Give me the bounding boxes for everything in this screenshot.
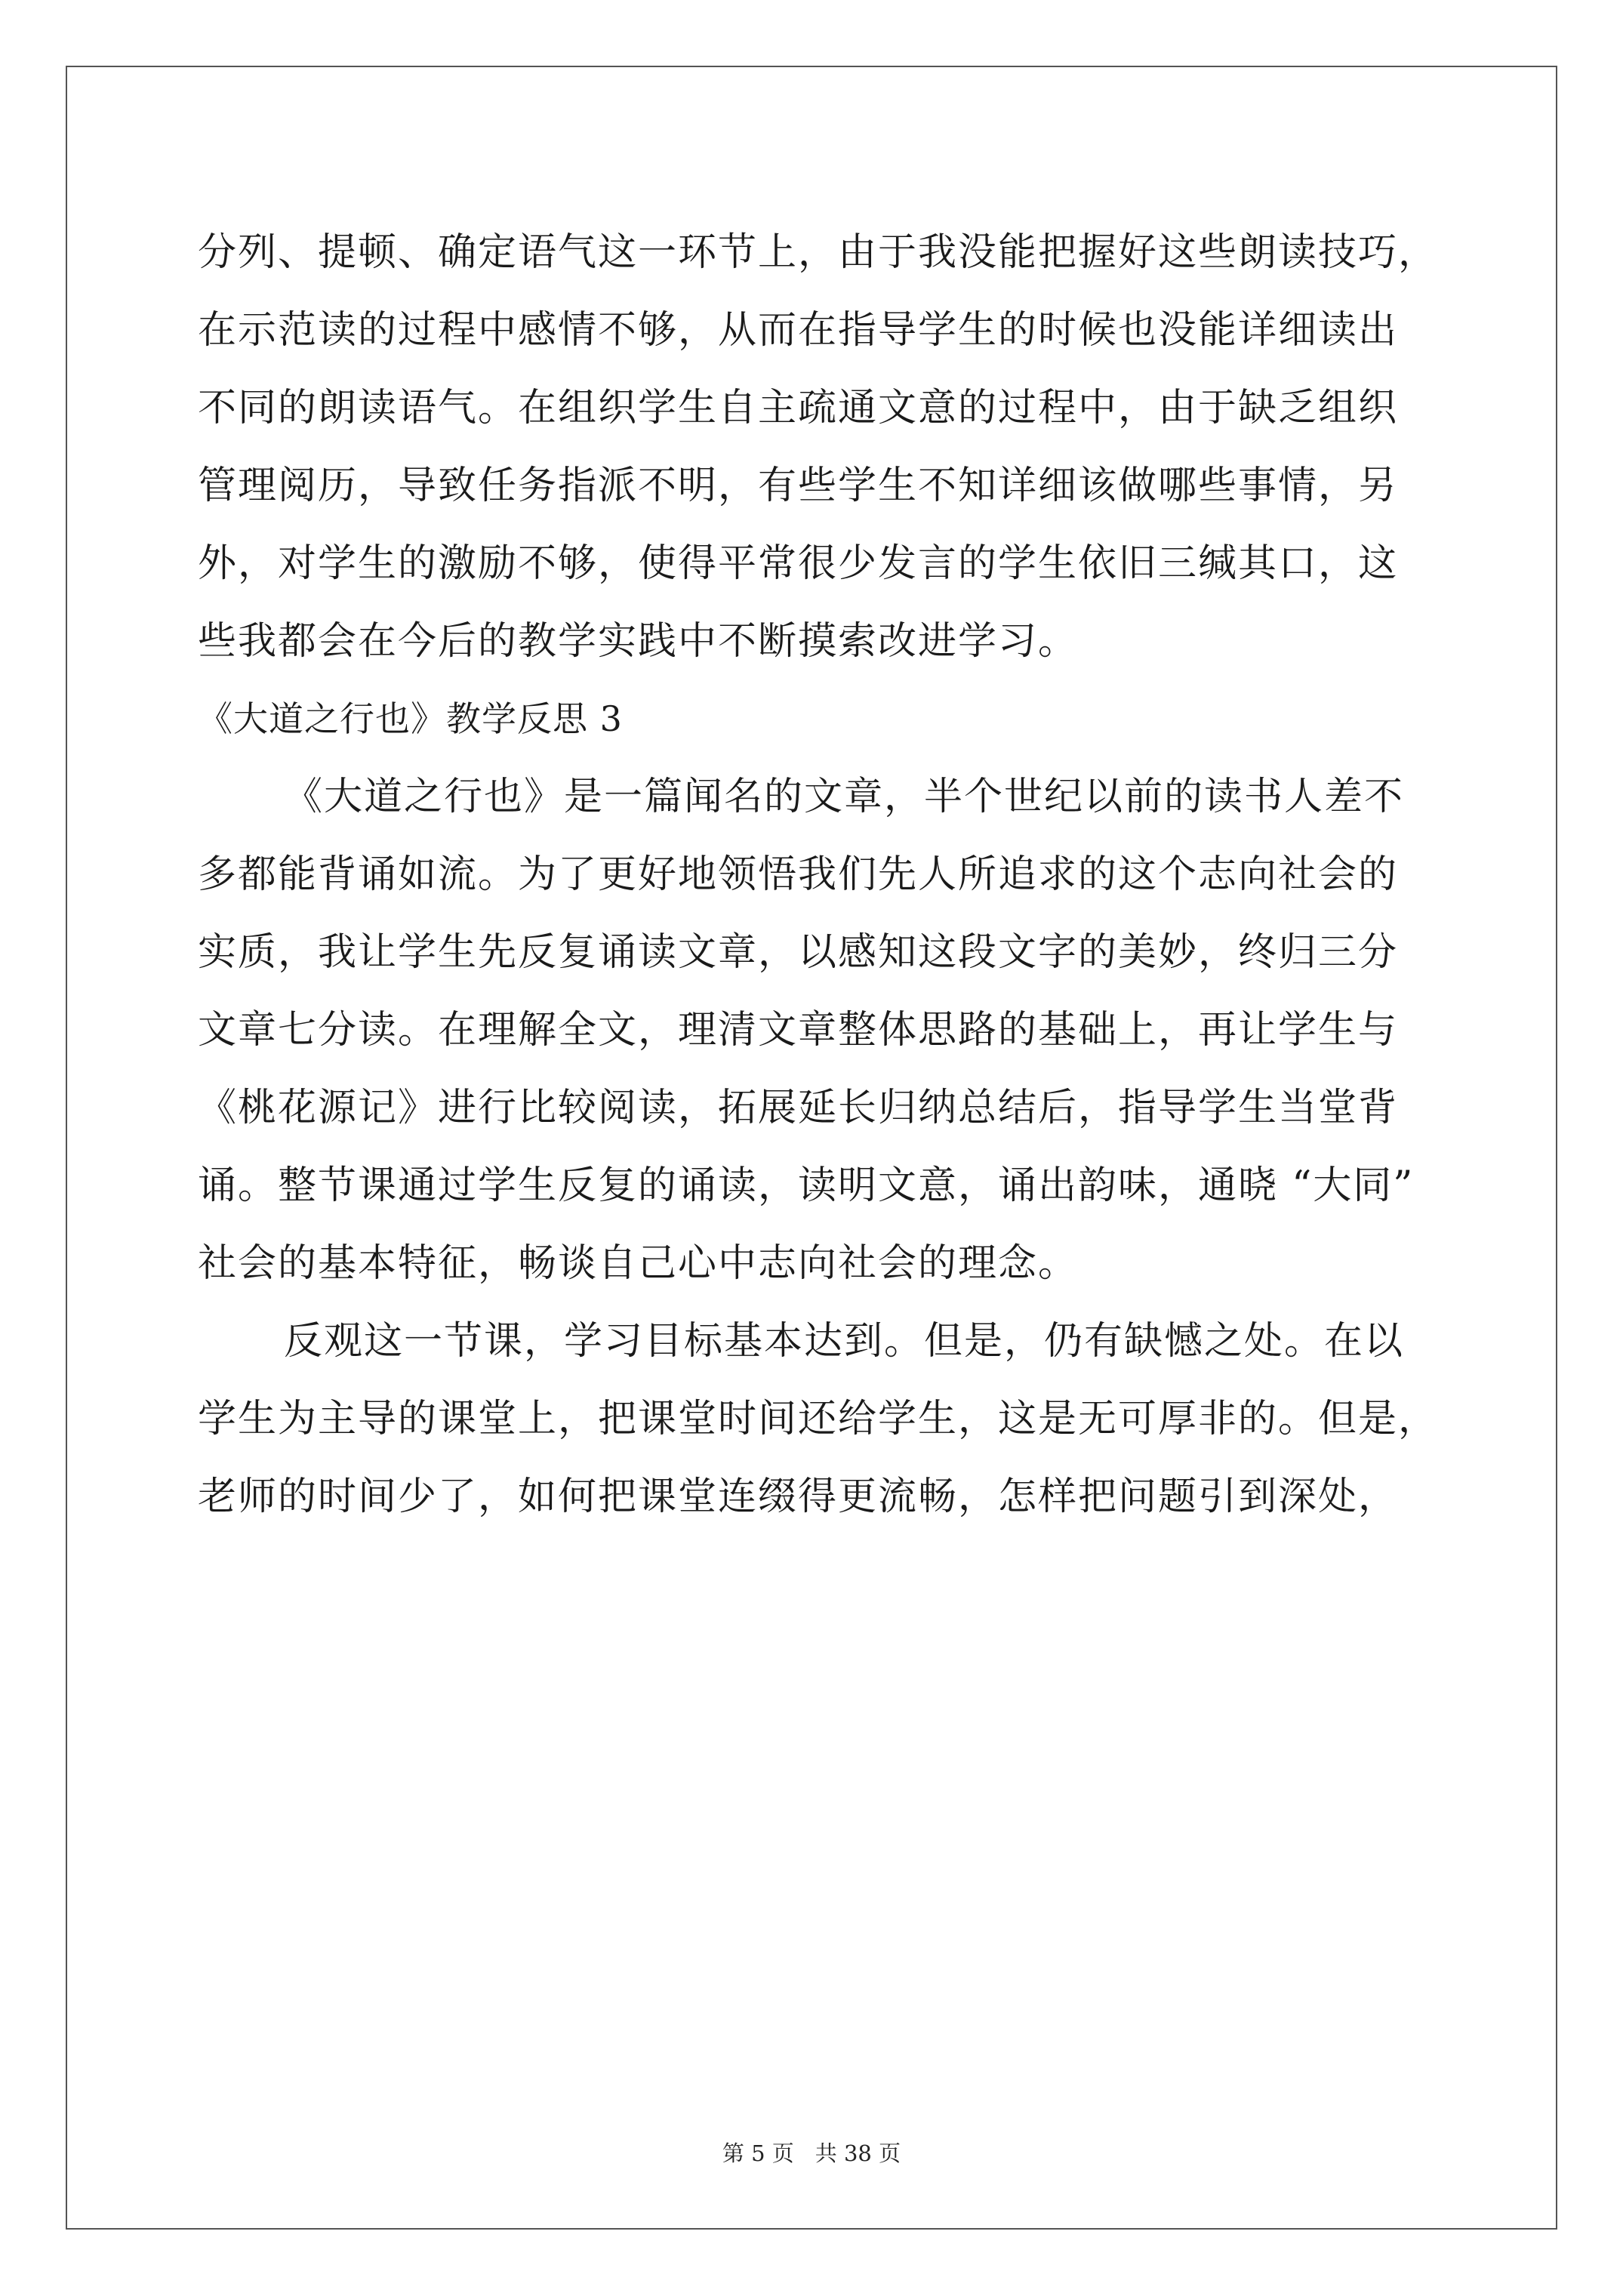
paragraph-line: 分列、提顿、确定语气这一环节上，由于我没能把握好这些朗读技巧， bbox=[198, 230, 1439, 275]
page-footer bbox=[0, 2137, 1623, 2168]
paragraph-line: 学生为主导的课堂上，把课堂时间还给学生，这是无可厚非的。但是， bbox=[198, 1397, 1439, 1441]
paragraph-line: 多都能背诵如流。为了更好地领悟我们先人所追求的这个志向社会的 bbox=[198, 852, 1399, 897]
paragraph-line: 不同的朗读语气。在组织学生自主疏通文意的过程中，由于缺乏组织 bbox=[198, 386, 1399, 430]
paragraph-line: 《桃花源记》进行比较阅读，拓展延长归纳总结后，指导学生当堂背 bbox=[198, 1086, 1399, 1130]
page-number: 第 5 页 bbox=[722, 2140, 794, 2166]
paragraph-line: 文章七分读。在理解全文，理清文章整体思路的基础上，再让学生与 bbox=[198, 1008, 1399, 1052]
paragraph-line: 诵。整节课通过学生反复的诵读，读明文意，诵出韵味，通晓 “大同” bbox=[198, 1163, 1415, 1208]
paragraph-line: 《大道之行也》是一篇闻名的文章，半个世纪以前的读书人差不 bbox=[284, 775, 1405, 819]
paragraph-line: 外，对学生的激励不够，使得平常很少发言的学生依旧三缄其口，这 bbox=[198, 541, 1399, 586]
paragraph-line: 管理阅历，导致任务指派不明，有些学生不知详细该做哪些事情，另 bbox=[198, 464, 1399, 508]
paragraph-line: 反观这一节课，学习目标基本达到。但是，仍有缺憾之处。在以 bbox=[284, 1319, 1405, 1364]
paragraph-line: 社会的基本特征，畅谈自己心中志向社会的理念。 bbox=[198, 1241, 1079, 1286]
section-heading: 《大道之行也》教学反思 3 bbox=[198, 698, 623, 739]
paragraph-line: 实质，我让学生先反复诵读文章，以感知这段文字的美妙，终归三分 bbox=[198, 930, 1399, 975]
page-total: 共 38 页 bbox=[815, 2140, 901, 2166]
paragraph-line: 些我都会在今后的教学实践中不断摸索改进学习。 bbox=[198, 619, 1079, 664]
paragraph-line: 老师的时间少了，如何把课堂连缀得更流畅，怎样把问题引到深处， bbox=[198, 1475, 1399, 1519]
paragraph-line: 在示范读的过程中感情不够，从而在指导学生的时候也没能详细读出 bbox=[198, 308, 1399, 353]
document-body bbox=[198, 214, 1443, 1536]
